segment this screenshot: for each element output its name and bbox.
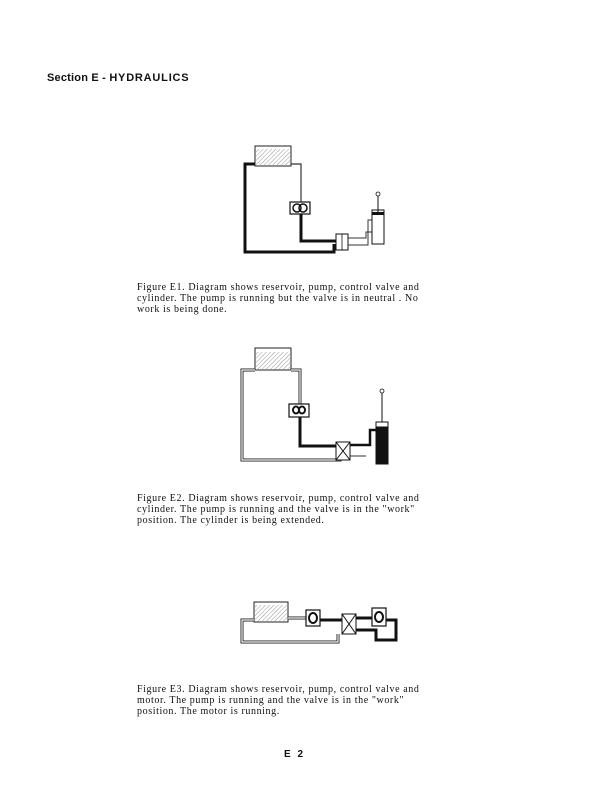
return-line (242, 620, 338, 642)
section-heading (47, 72, 189, 84)
figure-e1-caption (137, 282, 497, 315)
caption-line: cylinder. The pump is running and the valve is in the "work" (137, 504, 415, 515)
caption-line: work is being done. (137, 304, 228, 315)
reservoir-fluid (255, 605, 287, 621)
cylinder-piston (372, 212, 384, 215)
figure-e3-diagram (236, 596, 406, 652)
page-number-value: 2 (297, 749, 306, 760)
caption-line: motor. The pump is running and the valve is in the "work" (137, 695, 405, 706)
caption-line: Figure E2. Diagram shows reservoir, pump, control valve and (137, 493, 420, 504)
pressure-line (301, 214, 336, 241)
caption-line: position. The motor is running. (137, 706, 280, 717)
reservoir-fluid (256, 352, 290, 369)
cylinder-line-a (350, 430, 376, 445)
caption-line: cylinder. The pump is running but the valve is in neutral . No (137, 293, 419, 304)
page-label: E (284, 749, 293, 760)
figure-e2-diagram (236, 344, 396, 468)
figure-e1-diagram (238, 140, 398, 260)
reservoir-fluid (256, 149, 290, 165)
cylinder (376, 422, 388, 464)
cylinder-line-b (348, 220, 372, 245)
figure-e2-caption (137, 493, 497, 526)
caption-line: Figure E3. Diagram shows reservoir, pump, control valve and (137, 684, 420, 695)
figure-e3-caption (137, 684, 497, 717)
section-title: HYDRAULICS (109, 72, 190, 84)
pressure-line (300, 417, 338, 446)
suction-line (291, 370, 300, 404)
section-label: Section E - (47, 72, 107, 84)
caption-line: Figure E1. Diagram shows reservoir, pump, control valve and (137, 282, 420, 293)
suction-line (291, 164, 301, 202)
page-number (284, 749, 305, 760)
caption-line: position. The cylinder is being extended. (137, 515, 325, 526)
cylinder (372, 210, 384, 244)
